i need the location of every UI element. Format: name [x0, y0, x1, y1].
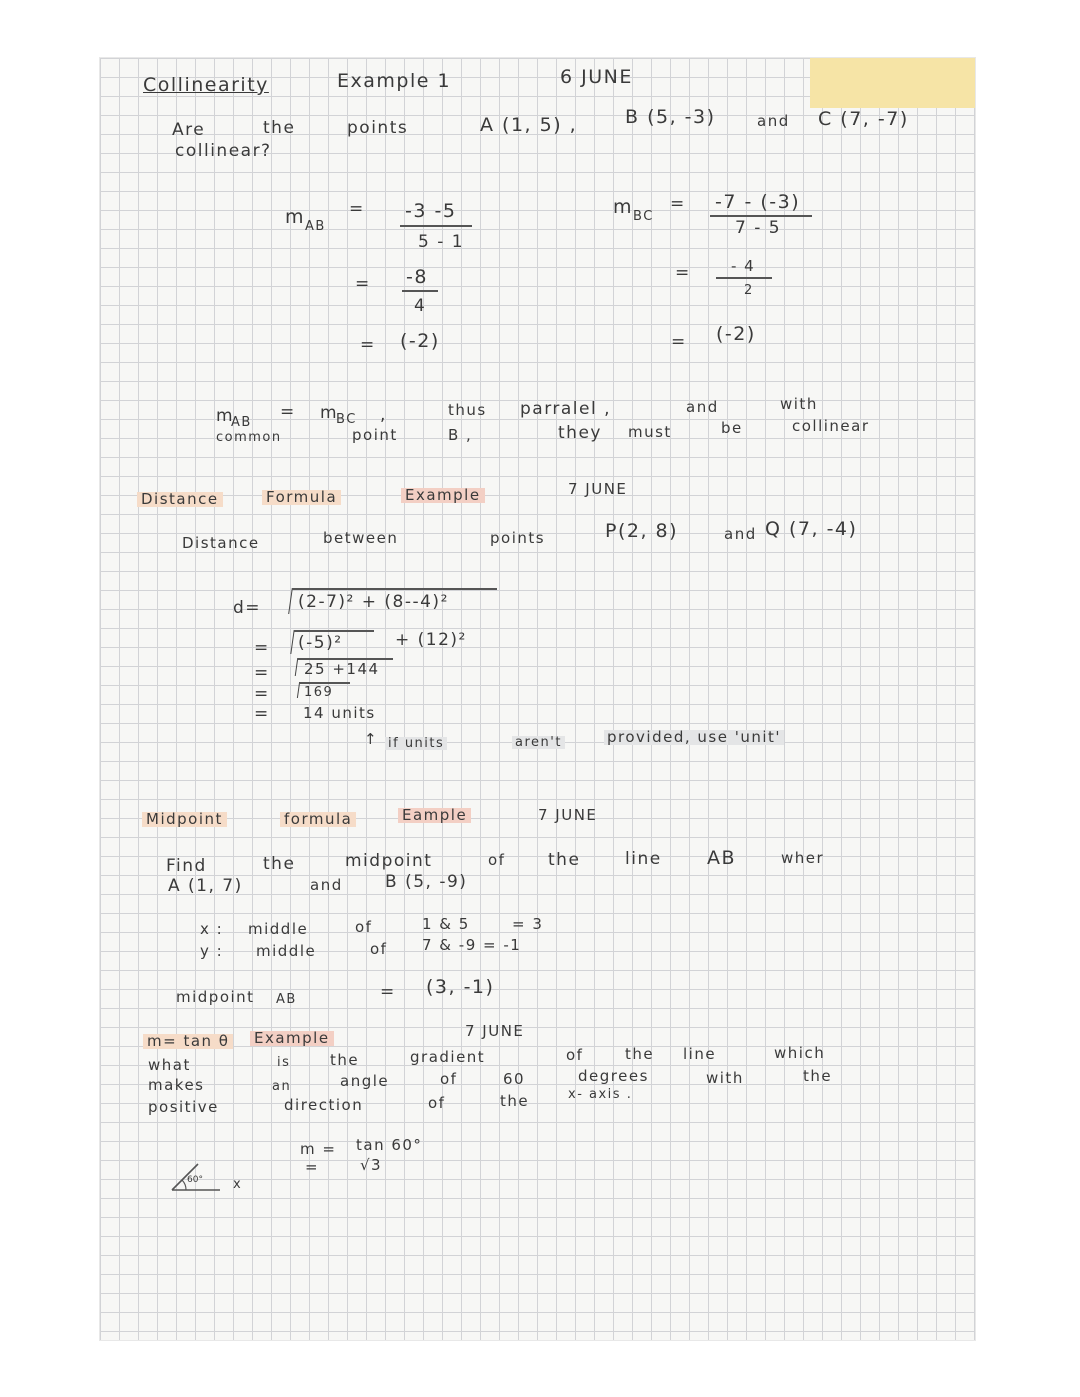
yellow-sticky-note [810, 58, 975, 108]
midpoint-prompt-word: the [548, 850, 581, 870]
angle-diagram-icon [168, 1160, 238, 1194]
midpoint-subscript: AB [276, 992, 297, 1007]
mbc-subscript: BC [633, 209, 654, 224]
conclusion-word: and [686, 398, 719, 416]
gradient-question-word: the [330, 1051, 360, 1069]
conclusion-word: m [320, 403, 339, 423]
notebook-page [100, 58, 975, 1340]
side-note: what [148, 1056, 191, 1074]
m-result: √3 [360, 1156, 383, 1174]
mab-subscript: AB [305, 219, 326, 234]
midpoint-date: 7 JUNE [538, 806, 598, 824]
distance-heading: Distance [137, 492, 223, 507]
fraction-bar [402, 290, 438, 292]
gradient-question-word: is [277, 1055, 291, 1070]
sqrt-bar [300, 682, 350, 684]
midpoint-prompt-word: line [625, 849, 662, 869]
x-label: x : [200, 920, 224, 938]
point-b: B (5, -3) [625, 106, 716, 128]
conclusion-word: must [628, 423, 672, 441]
question-word: collinear? [175, 141, 272, 161]
distance-prompt-word: points [490, 529, 546, 547]
mab-result: (-2) [400, 330, 440, 352]
midpoint-example: Eample [398, 808, 471, 823]
gradient-question-word: x- axis . [568, 1087, 633, 1102]
point-q: Q (7, -4) [765, 518, 858, 540]
conclusion-word: point [352, 426, 398, 444]
question-word: points [347, 118, 409, 138]
equals-sign: = [360, 335, 376, 355]
distance-example: Example [401, 488, 485, 503]
fraction-bar [400, 225, 472, 227]
midpoint-y-word: 7 & -9 = -1 [422, 936, 522, 954]
midpoint-x-word: 1 & 5 [422, 915, 470, 933]
mab-label: m [285, 206, 306, 228]
distance-result: 14 units [303, 704, 376, 722]
x-axis-label: x [233, 1177, 243, 1192]
point-p: P(2, 8) [605, 520, 679, 542]
conclusion-word: common [216, 430, 282, 445]
units-note: if units [385, 737, 447, 750]
side-note: makes [148, 1076, 205, 1094]
equals-sign: = [670, 194, 686, 214]
midpoint-x-word: middle [248, 920, 309, 938]
distance-date: 7 JUNE [568, 480, 628, 498]
conclusion-word: with [780, 395, 818, 413]
mab-denominator-simplified: 4 [414, 296, 427, 316]
mbc-denominator: 7 - 5 [735, 218, 782, 238]
angle-label: 60° [187, 1175, 203, 1185]
note-arrow: ↑ [364, 730, 379, 748]
point-b: B (5, -9) [385, 872, 468, 892]
y-label: y : [200, 942, 224, 960]
mbc-numerator-simplified: - 4 [731, 257, 756, 275]
gradient-question-word: angle [340, 1072, 390, 1090]
equals-sign: = [254, 704, 270, 724]
sqrt-bar [294, 630, 374, 632]
midpoint-prompt-word: wher [781, 849, 825, 867]
units-note: provided, use 'unit' [604, 730, 784, 745]
gradient-question-word: of [566, 1046, 584, 1064]
and-word: and [757, 112, 790, 130]
question-word: the [263, 118, 296, 138]
conclusion-word: B , [448, 426, 473, 444]
midpoint-result: (3, -1) [426, 976, 495, 998]
gradient-question-word: degrees [578, 1067, 649, 1085]
gradient-question-word: direction [284, 1096, 364, 1114]
gradient-date: 7 JUNE [465, 1022, 525, 1040]
mab-numerator: -3 -5 [405, 200, 457, 222]
midpoint-prompt-word: AB [707, 847, 737, 869]
gradient-example: Example [250, 1031, 334, 1046]
gradient-question-word: the [500, 1092, 530, 1110]
mab-numerator-simplified: -8 [406, 266, 428, 288]
distance-line4: 169 [304, 685, 334, 700]
midpoint-y-word: of [370, 940, 388, 958]
midpoint-x-word: of [355, 918, 373, 936]
mab-denominator: 5 - 1 [418, 232, 465, 252]
sqrt-bar [292, 588, 497, 590]
midpoint-y-word: middle [256, 942, 317, 960]
collinearity-date: 6 JUNE [560, 66, 633, 88]
midpoint-prompt-word: the [263, 854, 296, 874]
midpoint-formula: formula [280, 812, 356, 827]
distance-formula: Formula [262, 490, 341, 505]
d-label: d= [233, 598, 262, 618]
collinearity-example: Example 1 [337, 70, 452, 92]
distance-line3: 25 +144 [304, 660, 380, 678]
gradient-question-word: with [706, 1069, 744, 1087]
distance-prompt-word: between [323, 529, 399, 547]
gradient-question-word: of [440, 1070, 458, 1088]
distance-prompt-word: and [724, 525, 757, 543]
gradient-question-word: 60 [503, 1070, 526, 1088]
equals-sign: = [254, 663, 270, 683]
gradient-question-word: of [428, 1094, 446, 1112]
equals-sign: = [349, 199, 365, 219]
midpoint-prompt-word: of [488, 851, 506, 869]
conclusion-word: , [380, 405, 387, 425]
midpoint-prompt-word: and [310, 876, 343, 894]
equals-sign: = [675, 263, 691, 283]
midpoint-prompt-word: Find [166, 856, 207, 876]
equals-sign: = [305, 1158, 320, 1176]
conclusion-word: be [721, 419, 743, 437]
fraction-bar [716, 277, 772, 279]
midpoint-label: midpoint [176, 988, 255, 1006]
point-a: A (1, 5) , [480, 114, 578, 136]
point-c: C (7, -7) [818, 108, 909, 130]
equals-sign: = [254, 684, 270, 704]
side-note: positive [148, 1098, 219, 1116]
point-a: A (1, 7) [168, 876, 243, 896]
units-note: aren't [512, 736, 565, 749]
conclusion-subscript: BC [336, 412, 357, 427]
collinearity-heading: Collinearity [143, 74, 269, 96]
mbc-numerator: -7 - (-3) [715, 191, 801, 213]
conclusion-word: they [558, 423, 602, 443]
distance-line2b: + (12)² [395, 630, 467, 650]
mbc-label: m [613, 196, 634, 218]
equals-sign: = [254, 638, 270, 658]
gradient-question-word: which [774, 1044, 826, 1062]
equals-sign: = [280, 402, 296, 422]
conclusion-word: parralel , [520, 399, 612, 419]
conclusion-word: m [216, 406, 235, 426]
gradient-question-word: the [803, 1067, 833, 1085]
gradient-question-word: gradient [410, 1048, 486, 1066]
equals-sign: = [671, 332, 687, 352]
midpoint-heading: Midpoint [142, 812, 227, 827]
mbc-denominator-simplified: 2 [744, 283, 754, 298]
conclusion-subscript: AB [231, 415, 252, 430]
fraction-bar [710, 215, 812, 217]
distance-prompt-word: Distance [182, 534, 260, 552]
gradient-heading: m= tan θ [143, 1034, 233, 1049]
distance-line1: (2-7)² + (8--4)² [298, 592, 449, 612]
mbc-result: (-2) [716, 323, 756, 345]
midpoint-x-word: = 3 [512, 915, 544, 933]
question-word: Are [172, 120, 206, 140]
gradient-question-word: line [683, 1045, 717, 1063]
m-label: m = [300, 1140, 337, 1158]
m-tan: tan 60° [356, 1136, 423, 1154]
conclusion-word: collinear [792, 417, 870, 435]
conclusion-word: thus [448, 401, 487, 419]
equals-sign: = [380, 982, 396, 1002]
gradient-question-word: the [625, 1045, 655, 1063]
midpoint-prompt-word: midpoint [345, 851, 433, 871]
distance-line2a: (-5)² [298, 633, 343, 653]
gradient-question-word: an [272, 1079, 292, 1094]
equals-sign: = [355, 274, 371, 294]
